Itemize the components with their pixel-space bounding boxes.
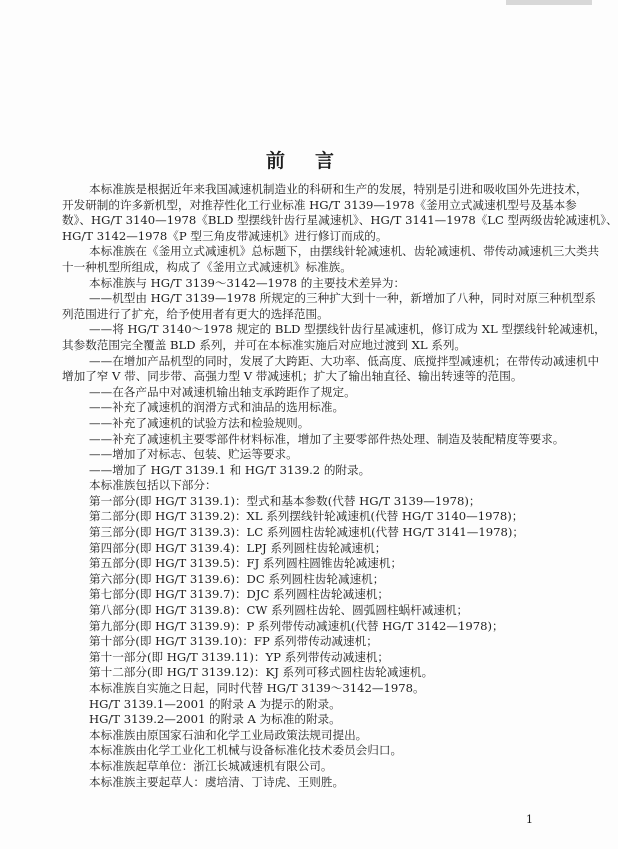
paragraph [62,619,542,635]
paragraph [62,525,542,541]
text-line: HG/T 3142—1978《P 型三角皮带减速机》进行修订而成的。 [62,228,388,243]
paragraph [62,650,542,666]
text-line: ——增加了 HG/T 3139.1 和 HG/T 3139.2 的附录。 [89,462,371,477]
text-line: ——在增加产品机型的同时，发展了大跨距、大功率、低高度、底搅拌型减速机；在带传动减速机中 [89,353,600,368]
paragraph [62,494,542,510]
paragraph [62,509,542,525]
paragraph [62,603,542,619]
paragraph [62,478,542,494]
paragraph [62,447,542,463]
text-line: 增加了窄 V 带、同步带、高强力型 V 带减速机；扩大了输出轴直径、输出转速等的范围。 [62,369,523,384]
paragraph [62,572,542,588]
paragraph [62,244,600,275]
paragraph [62,587,542,603]
text-line: 本标准族是根据近年来我国减速机制造业的科研和生产的发展，特别是引进和吸收国外先进技术， [89,182,588,196]
paragraph [62,385,542,401]
text-line: 第十部分(即 HG/T 3139.10)：FP 系列带传动减速机； [89,634,378,649]
paragraph [62,743,542,759]
paragraph [62,665,542,681]
text-line: ——机型由 HG/T 3139—1978 所规定的三种扩大到十一种，新增加了八种，同时对原三种机型系 [89,291,596,306]
text-line: ——将 HG/T 3140～1978 规定的 BLD 型摆线针齿行星减速机，修订成为 XL 型摆线针轮减速机， [89,322,606,337]
paragraph [62,697,542,713]
scan-artifact-bar [506,0,592,5]
text-line: 开发研制的许多新机型，对推荐性化工行业标准 HG/T 3139—1978《釜用立式减速机型号及基本参 [62,197,577,212]
paragraph [62,681,542,697]
paragraph [62,400,542,416]
text-line: 第九部分(即 HG/T 3139.9)：P 系列带传动减速机(代替 HG/T 3142—1978)； [89,618,504,633]
paragraph [62,541,542,557]
paragraph [62,712,542,728]
paragraph [62,759,542,775]
document-body [62,182,618,790]
text-line: 第十二部分(即 HG/T 3139.12)：KJ 系列可移式圆柱齿轮减速机。 [89,665,434,680]
text-line: 第五部分(即 HG/T 3139.5)：FJ 系列圆柱圆锥齿轮减速机； [89,556,403,571]
text-line: ——补充了减速机主要零部件材料标准，增加了主要零部件热处理、制造及装配精度等要求。 [89,431,565,446]
text-line: 第一部分(即 HG/T 3139.1)：型式和基本参数(代替 HG/T 3139—1978)； [89,493,481,508]
text-line: 列范围进行了扩充，给予使用者有更大的选择范围。 [62,306,329,321]
text-line: 第十一部分(即 HG/T 3139.11)：YP 系列带传动减速机； [89,649,390,664]
text-line: 第二部分(即 HG/T 3139.2)：XL 系列摆线针轮减速机(代替 HG/T 3140—1978)； [89,509,524,524]
paragraph [62,322,606,353]
text-line: 本标准族主要起草人：虞培清、丁诗虎、王则胜。 [89,774,345,789]
text-line: ——补充了减速机的润滑方式和油品的选用标准。 [89,400,345,415]
text-line: 第四部分(即 HG/T 3139.4)：LPJ 系列圆柱齿轮减速机； [89,540,387,555]
text-line: 十一种机型所组成，构成了《釜用立式减速机》标准族。 [62,259,352,274]
paragraph [62,416,542,432]
text-line: ——在各产品中对减速机输出轴支承跨距作了规定。 [89,384,356,399]
paragraph [62,728,542,744]
text-line: 本标准族由原国家石油和化学工业局政策法规司提出。 [89,727,368,742]
page-title: 前言 [265,150,364,172]
text-line: ——补充了减速机的试验方法和检验规则。 [89,415,310,430]
text-line: 其参数范围完全覆盖 BLD 系列，并可在本标准实施后对应地过渡到 XL 系列。 [62,337,467,352]
text-line: ——增加了对标志、包装、贮运等要求。 [89,447,298,462]
paragraph [62,276,542,292]
text-line: 数》、HG/T 3140—1978《BLD 型摆线针齿行星减速机》、HG/T 3141—1978《LC 型两级齿轮减速机》、 [62,213,618,228]
text-line: 第八部分(即 HG/T 3139.8)：CW 系列圆柱齿轮、圆弧圆柱蜗杆减速机； [89,603,469,618]
paragraph [62,291,596,322]
paragraph [62,634,542,650]
paragraph [62,353,600,385]
text-line: 本标准族包括以下部分： [89,478,217,493]
text-line: 本标准族在《釜用立式减速机》总标题下，由摆线针轮减速机、齿轮减速机、带传动减速机三大类共 [89,244,600,259]
text-line: 本标准族由化学工业化工机械与设备标准化技术委员会归口。 [89,743,403,758]
paragraph [62,556,542,572]
text-line: HG/T 3139.1—2001 的附录 A 为提示的附录。 [89,696,341,711]
text-line: HG/T 3139.2—2001 的附录 A 为标准的附录。 [89,712,341,727]
text-line: 本标准族与 HG/T 3139～3142—1978 的主要技术差异为： [89,275,406,290]
paragraph [62,182,618,244]
text-line: 本标准族起草单位：浙江长城减速机有限公司。 [89,758,333,773]
text-line: 第三部分(即 HG/T 3139.3)：LC 系列圆柱齿轮减速机(代替 HG/T 3141—1978)； [89,525,524,540]
paragraph [62,431,565,448]
paragraph [62,775,542,791]
text-line: 第七部分(即 HG/T 3139.7)：DJC 系列圆柱齿轮减速机； [89,587,389,602]
paragraph [62,463,542,479]
text-line: 本标准族自实施之日起，同时代替 HG/T 3139～3142—1978。 [89,681,425,695]
page-number: 1 [526,813,533,826]
text-line: 第六部分(即 HG/T 3139.6)：DC 系列圆柱齿轮减速机； [89,571,385,586]
